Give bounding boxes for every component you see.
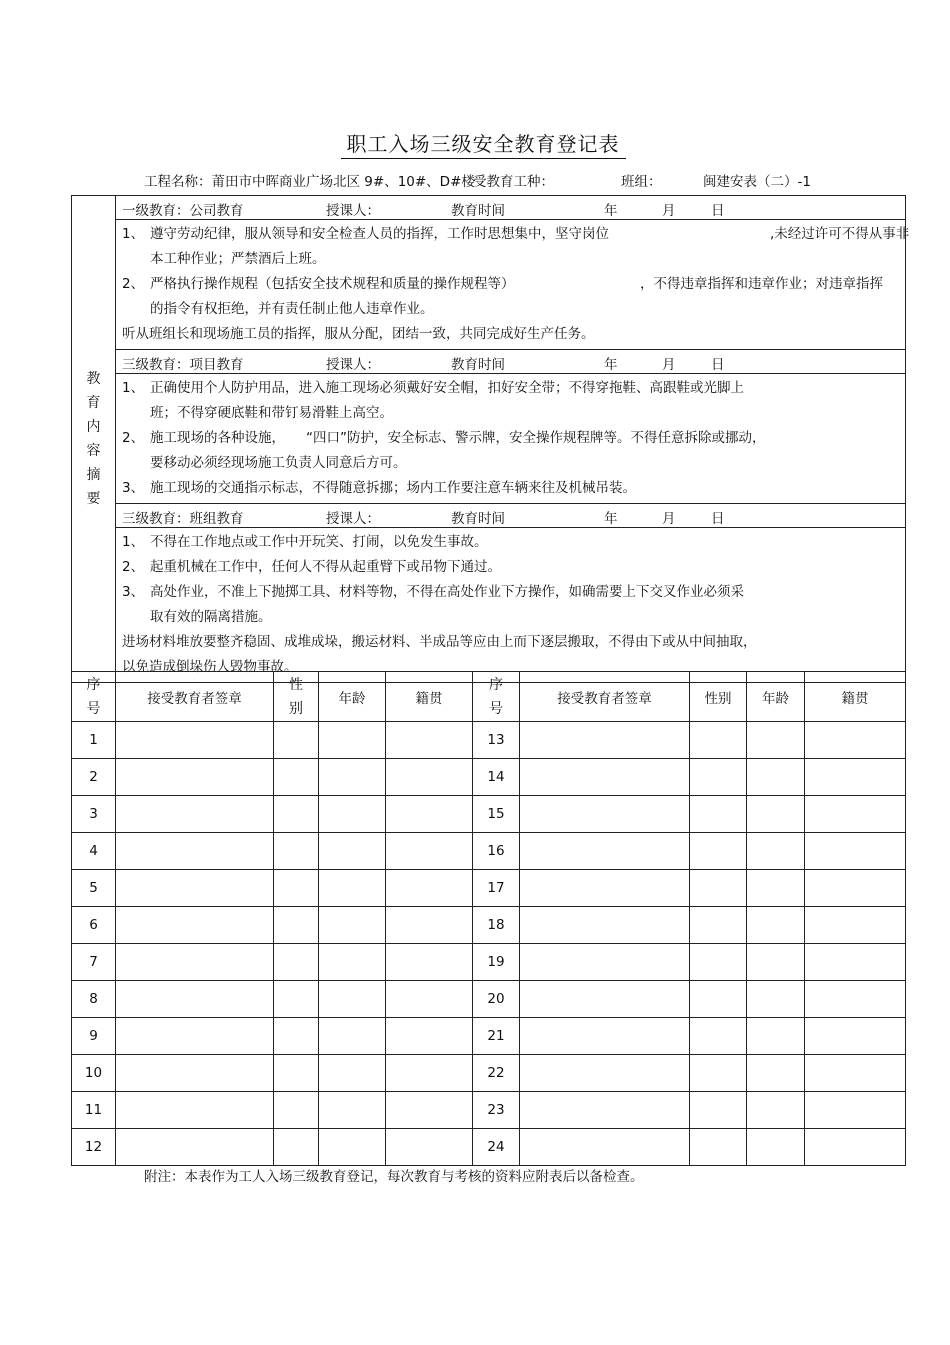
content-line: 以免造成倒垛伤人毁物事故。 [122,659,298,675]
age-cell[interactable] [747,796,805,833]
age-cell[interactable] [747,907,805,944]
sign-cell[interactable] [520,1092,690,1129]
content-line: 本工种作业；严禁酒后上班。 [150,251,326,267]
gender-cell[interactable] [274,1055,319,1092]
sign-cell[interactable] [116,981,274,1018]
section-body [116,374,906,504]
gender-cell[interactable] [690,1018,747,1055]
age-cell[interactable] [747,1092,805,1129]
table-row [72,759,906,796]
age-cell[interactable] [319,944,386,981]
seq-cell: 20 [473,981,520,1018]
origin-cell[interactable] [805,944,906,981]
table-header-row [72,672,906,722]
gender-cell[interactable] [274,759,319,796]
origin-cell[interactable] [805,981,906,1018]
seq-cell: 24 [473,1129,520,1166]
age-cell[interactable] [747,1055,805,1092]
origin-cell[interactable] [805,759,906,796]
time-label: 教育时间 [451,357,505,373]
table-row [72,1092,906,1129]
sign-cell[interactable] [520,833,690,870]
project-name: 工程名称：莆田市中晖商业广场北区 9#、10#、D#楼 [144,174,475,190]
content-line: 3、 施工现场的交通指示标志，不得随意拆挪；场内工作要注意车辆来往及机械吊装。 [122,480,636,496]
gender-cell[interactable] [690,907,747,944]
table-row [72,907,906,944]
side-label: 教育内容摘要 [86,371,101,507]
table-row [72,722,906,759]
seq-cell: 15 [473,796,520,833]
registration-table [71,671,906,1166]
time-label: 教育时间 [451,511,505,527]
table-row [72,981,906,1018]
form-info-row [0,170,950,188]
age-cell[interactable] [319,759,386,796]
origin-cell[interactable] [386,870,473,907]
year-label: 年 [604,511,618,527]
lecturer-label: 授课人： [326,203,380,219]
header-gender: 性别 [690,672,747,722]
age-cell[interactable] [319,1055,386,1092]
seq-cell: 5 [72,870,116,907]
month-label: 月 [662,357,676,373]
header-age: 年龄 [319,672,386,722]
header-age: 年龄 [747,672,805,722]
section-level: 一级教育：公司教育 [122,203,244,219]
table-row [72,1055,906,1092]
sign-cell[interactable] [116,1018,274,1055]
origin-cell[interactable] [386,833,473,870]
section-header [116,196,906,220]
header-sign: 接受教育者签章 [116,672,274,722]
sign-cell[interactable] [520,722,690,759]
sign-cell[interactable] [116,1092,274,1129]
section-level: 三级教育：项目教育 [122,357,244,373]
age-cell[interactable] [747,833,805,870]
age-cell[interactable] [319,870,386,907]
origin-cell[interactable] [386,722,473,759]
age-cell[interactable] [747,981,805,1018]
seq-cell: 12 [72,1129,116,1166]
age-cell[interactable] [319,907,386,944]
seq-cell: 21 [473,1018,520,1055]
origin-cell[interactable] [386,1018,473,1055]
seq-cell: 8 [72,981,116,1018]
age-cell[interactable] [747,1018,805,1055]
seq-cell: 6 [72,907,116,944]
content-line: 听从班组长和现场施工员的指挥，服从分配，团结一致，共同完成好生产任务。 [122,326,595,342]
lecturer-label: 授课人： [326,511,380,527]
gender-cell[interactable] [690,722,747,759]
gender-cell[interactable] [690,1055,747,1092]
age-cell[interactable] [747,722,805,759]
lecturer-label: 授课人： [326,357,380,373]
content-line: 1、 不得在工作地点或工作中开玩笑、打闹，以免发生事故。 [122,534,488,550]
seq-cell: 2 [72,759,116,796]
sign-cell[interactable] [116,944,274,981]
section-body [116,528,906,683]
side-label-cell [72,196,116,683]
content-line: 2、 起重机械在工作中，任何人不得从起重臂下或吊物下通过。 [122,559,501,575]
seq-cell: 1 [72,722,116,759]
sign-cell[interactable] [116,759,274,796]
content-line: 取有效的隔离措施。 [150,609,272,625]
origin-cell[interactable] [386,981,473,1018]
sign-cell[interactable] [520,1018,690,1055]
content-line: 1、 正确使用个人防护用品，进入施工现场必须戴好安全帽，扣好安全带；不得穿拖鞋、高跟鞋或光脚上 [122,380,744,396]
gender-cell[interactable] [274,796,319,833]
sign-cell[interactable] [116,870,274,907]
section-body [116,220,910,350]
gender-cell[interactable] [274,722,319,759]
seq-cell: 18 [473,907,520,944]
sign-cell[interactable] [520,981,690,1018]
sign-cell[interactable] [520,796,690,833]
content-line: 班；不得穿硬底鞋和带钉易滑鞋上高空。 [150,405,393,421]
sign-cell[interactable] [116,907,274,944]
content-line: 1、 遵守劳动纪律，服从领导和安全检查人员的指挥，工作时思想集中，坚守岗位 ,未经过许可不得从事非 [122,226,910,242]
origin-cell[interactable] [386,1129,473,1166]
seq-cell: 9 [72,1018,116,1055]
gender-cell[interactable] [690,1129,747,1166]
page-title: 职工入场三级安全教育登记表 [0,128,950,159]
header-origin: 籍贯 [386,672,473,722]
age-cell[interactable] [747,1129,805,1166]
content-line: 的指令有权拒绝，并有责任制止他人违章作业。 [150,301,434,317]
sign-cell[interactable] [520,870,690,907]
content-line: 2、 施工现场的各种设施， “四口”防护，安全标志、警示牌，安全操作规程牌等。不得任意拆除或挪动， [122,430,766,446]
origin-cell[interactable] [805,1092,906,1129]
trade-label: 受教育工种： [473,174,554,190]
month-label: 月 [662,203,676,219]
origin-cell[interactable] [805,870,906,907]
gender-cell[interactable] [274,907,319,944]
sign-cell[interactable] [520,944,690,981]
age-cell[interactable] [319,981,386,1018]
seq-cell: 4 [72,833,116,870]
seq-cell: 14 [473,759,520,796]
header-seq: 序号 [473,672,520,722]
table-row [72,833,906,870]
seq-cell: 23 [473,1092,520,1129]
origin-cell[interactable] [805,1018,906,1055]
age-cell[interactable] [319,1018,386,1055]
seq-cell: 10 [72,1055,116,1092]
origin-cell[interactable] [386,759,473,796]
gender-cell[interactable] [274,833,319,870]
sign-cell[interactable] [116,722,274,759]
month-label: 月 [662,511,676,527]
age-cell[interactable] [747,759,805,796]
section-level: 三级教育：班组教育 [122,511,244,527]
sign-cell[interactable] [520,1129,690,1166]
content-line: 进场材料堆放要整齐稳固、成堆成垛，搬运材料、半成品等应由上而下逐层搬取，不得由下或从中间抽取， [122,634,757,650]
age-cell[interactable] [319,1092,386,1129]
gender-cell[interactable] [274,1018,319,1055]
header-origin: 籍贯 [805,672,906,722]
gender-cell[interactable] [690,981,747,1018]
gender-cell[interactable] [690,1092,747,1129]
gender-cell[interactable] [690,759,747,796]
age-cell[interactable] [319,833,386,870]
origin-cell[interactable] [386,1055,473,1092]
seq-cell: 16 [473,833,520,870]
age-cell[interactable] [319,1129,386,1166]
origin-cell[interactable] [805,796,906,833]
gender-cell[interactable] [690,796,747,833]
table-row [72,944,906,981]
table-row [72,796,906,833]
gender-cell[interactable] [274,1129,319,1166]
header-gender: 性别 [274,672,319,722]
origin-cell[interactable] [805,833,906,870]
education-content-table [71,195,910,683]
year-label: 年 [604,203,618,219]
gender-cell[interactable] [690,833,747,870]
sign-cell[interactable] [116,833,274,870]
age-cell[interactable] [747,944,805,981]
seq-cell: 7 [72,944,116,981]
sign-cell[interactable] [116,1129,274,1166]
seq-cell: 19 [473,944,520,981]
footnote: 附注：本表作为工人入场三级教育登记，每次教育与考核的资料应附表后以备检查。 [144,1169,644,1185]
sign-cell[interactable] [520,759,690,796]
origin-cell[interactable] [805,1129,906,1166]
age-cell[interactable] [319,722,386,759]
content-line: 要移动必须经现场施工负责人同意后方可。 [150,455,407,471]
team-label: 班组： [621,174,662,190]
content-line: 3、 高处作业，不准上下抛掷工具、材料等物，不得在高处作业下方操作，如确需要上下交叉作业必须采 [122,584,744,600]
sign-cell[interactable] [520,907,690,944]
content-line: 2、 严格执行操作规程（包括安全技术规程和质量的操作规程等） ，不得违章指挥和违章作业；对违章指挥 [122,276,883,292]
form-code: 闽建安表（二）-1 [703,174,811,190]
seq-cell: 11 [72,1092,116,1129]
age-cell[interactable] [747,870,805,907]
gender-cell[interactable] [274,944,319,981]
origin-cell[interactable] [386,1092,473,1129]
table-row [72,870,906,907]
origin-cell[interactable] [386,944,473,981]
day-label: 日 [711,511,725,527]
origin-cell[interactable] [805,722,906,759]
time-label: 教育时间 [451,203,505,219]
table-row [72,1018,906,1055]
seq-cell: 3 [72,796,116,833]
gender-cell[interactable] [690,870,747,907]
origin-cell[interactable] [386,796,473,833]
gender-cell[interactable] [274,870,319,907]
origin-cell[interactable] [386,907,473,944]
gender-cell[interactable] [690,944,747,981]
age-cell[interactable] [319,796,386,833]
sign-cell[interactable] [520,1055,690,1092]
sign-cell[interactable] [116,1055,274,1092]
gender-cell[interactable] [274,981,319,1018]
day-label: 日 [711,357,725,373]
section-header [116,504,906,528]
origin-cell[interactable] [805,1055,906,1092]
header-seq: 序号 [72,672,116,722]
sign-cell[interactable] [116,796,274,833]
seq-cell: 17 [473,870,520,907]
section-header [116,350,906,374]
day-label: 日 [711,203,725,219]
gender-cell[interactable] [274,1092,319,1129]
header-sign: 接受教育者签章 [520,672,690,722]
year-label: 年 [604,357,618,373]
origin-cell[interactable] [805,907,906,944]
seq-cell: 22 [473,1055,520,1092]
seq-cell: 13 [473,722,520,759]
table-row [72,1129,906,1166]
